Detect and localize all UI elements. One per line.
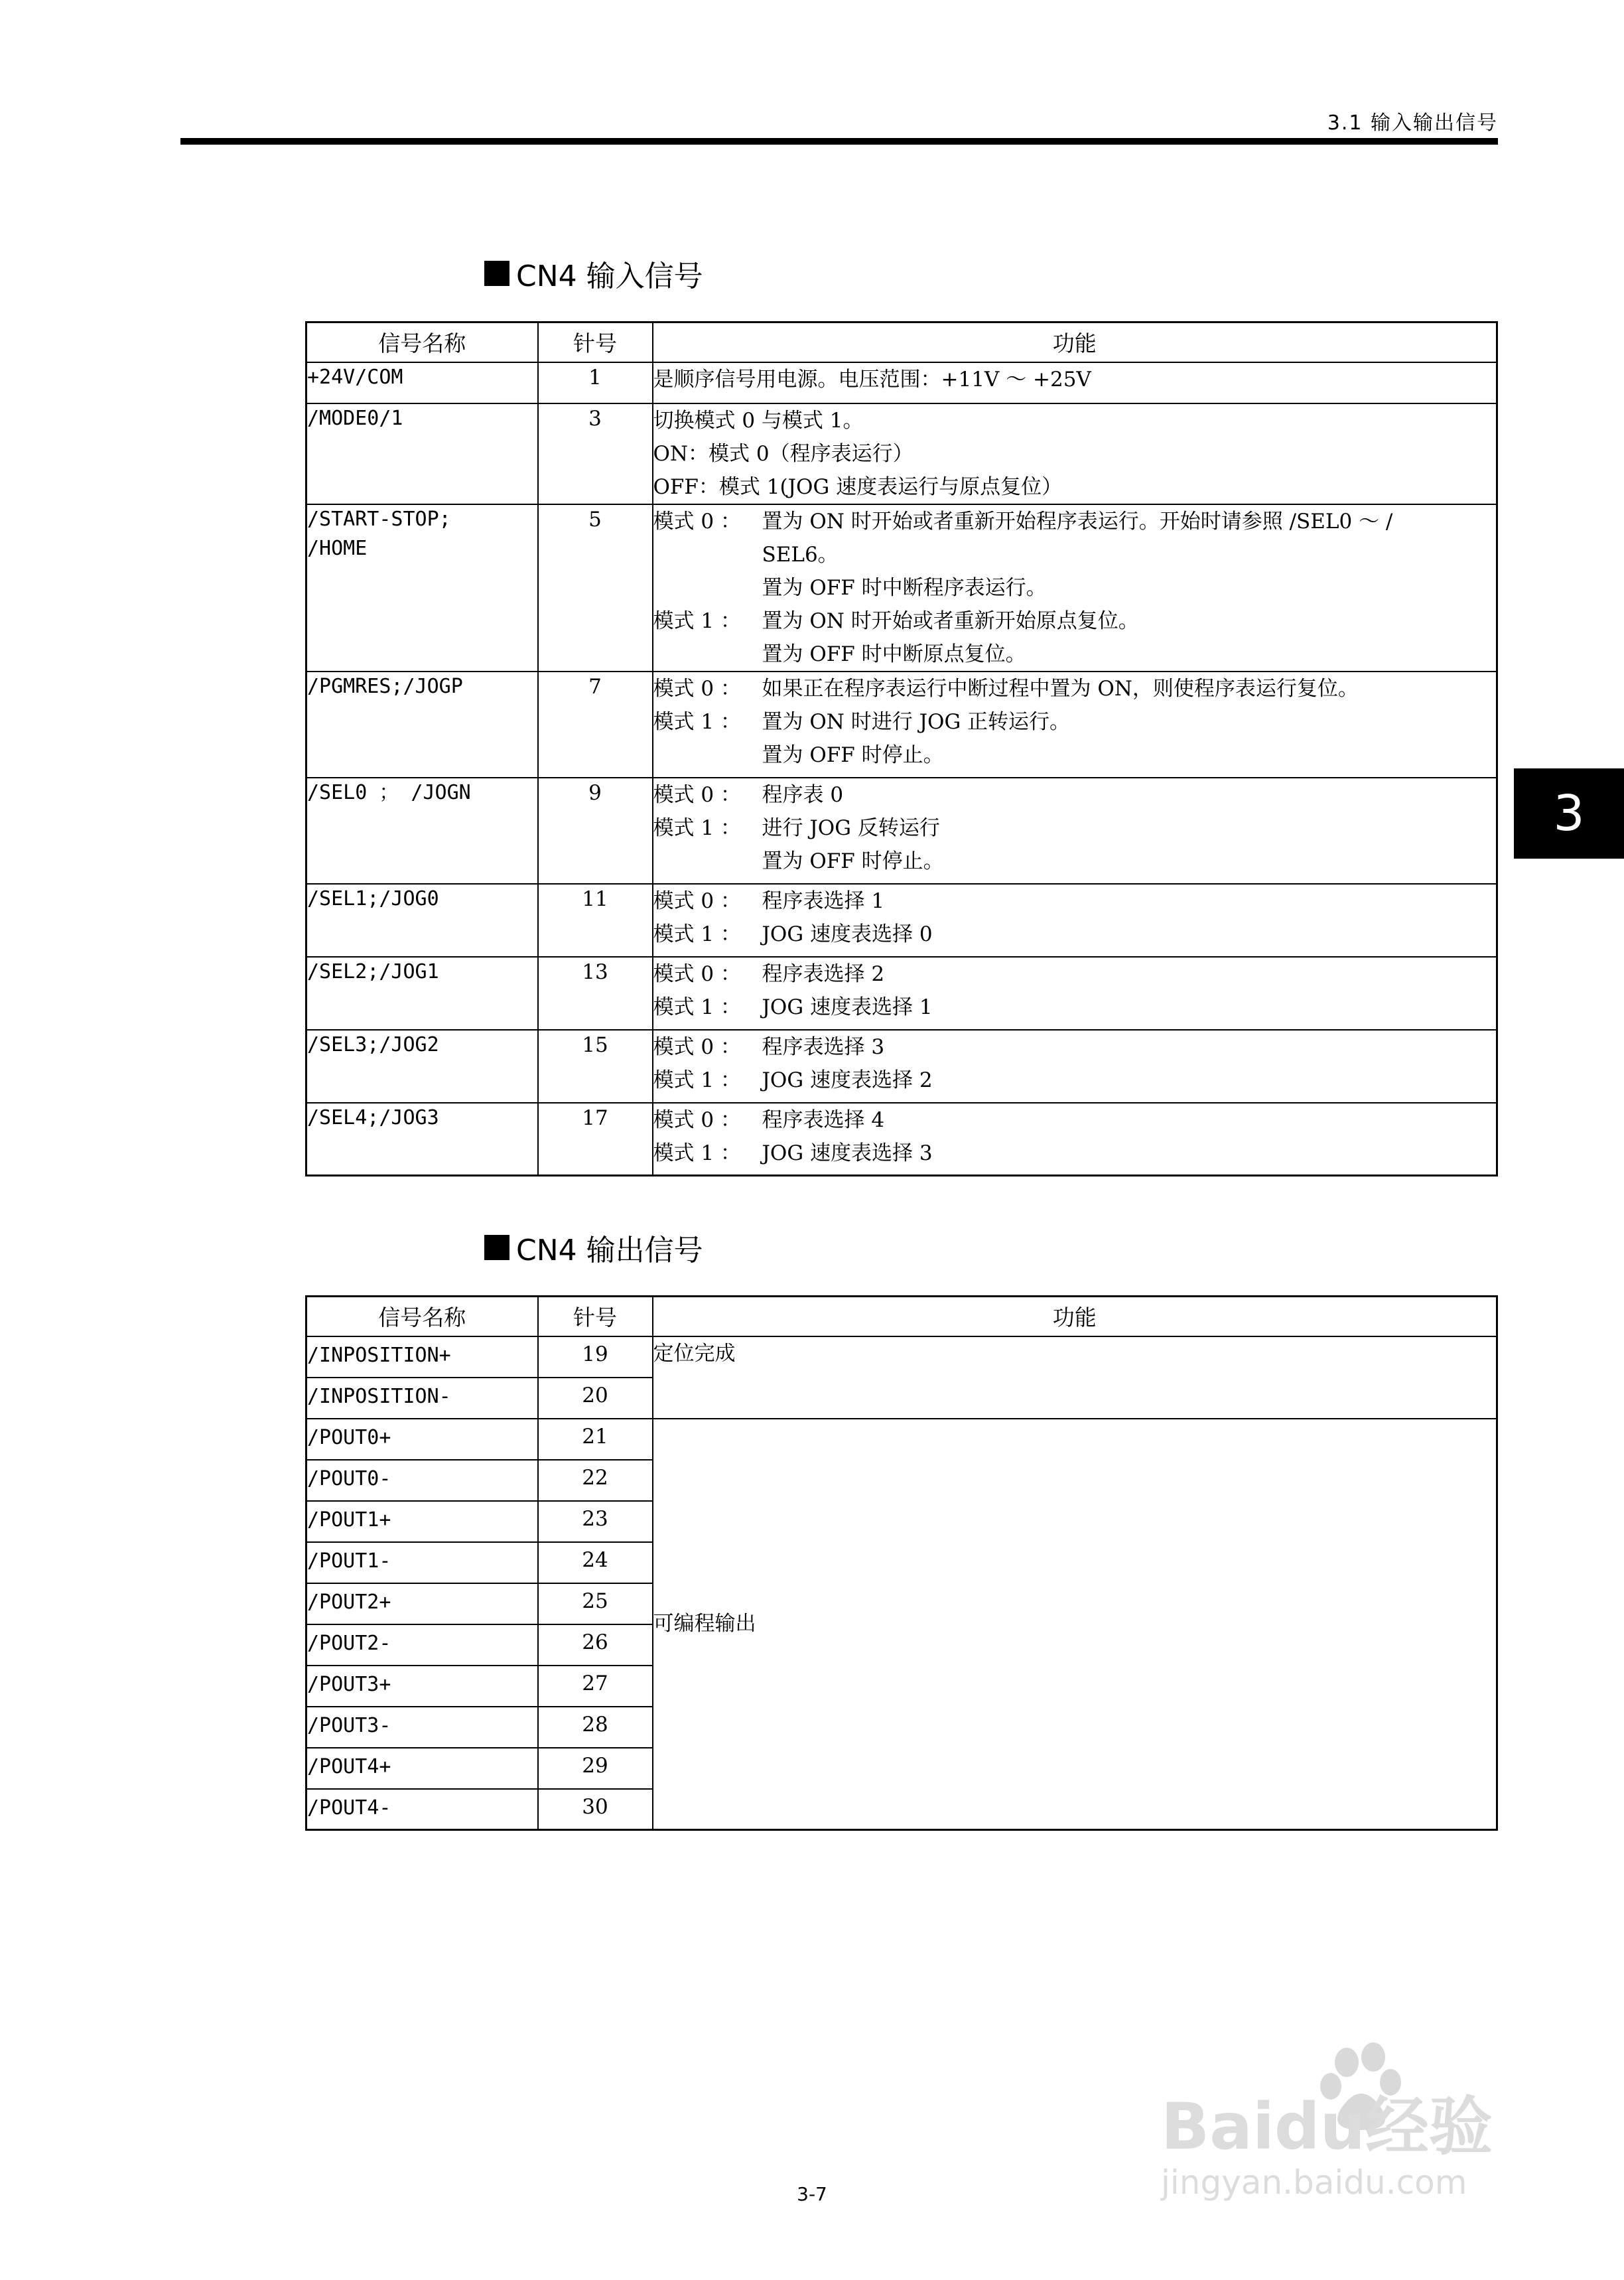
pin-number: 29 — [538, 1748, 653, 1789]
signal-name-cell — [306, 1103, 538, 1176]
function-cell — [653, 778, 1497, 884]
function-text: 置为 ON 时进行 JOG 正转运行。 — [762, 709, 1071, 734]
pin-number: 9 — [538, 778, 653, 884]
table-row — [306, 884, 1497, 957]
function-text: 程序表选择 1 — [762, 889, 885, 913]
function-line — [653, 1104, 1497, 1137]
function-text: 程序表选择 4 — [762, 1107, 885, 1132]
signal-name: /INPOSITION- — [306, 1378, 538, 1419]
table-header-row — [306, 1297, 1497, 1336]
mode-label: 模式 0 ： — [653, 509, 741, 534]
function-text: 置为 OFF 时停止。 — [762, 743, 944, 767]
signal-name-cell — [306, 778, 538, 884]
signal-name-cell — [306, 504, 538, 672]
function-text: 进行 JOG 反转运行 — [762, 816, 940, 840]
signal-name: /INPOSITION+ — [306, 1336, 538, 1378]
signal-name: /MODE0/1 — [307, 406, 403, 430]
output-section-title — [484, 1226, 703, 1269]
mode-label — [653, 638, 762, 671]
pin-number: 15 — [538, 1030, 653, 1103]
header-function: 功能 — [653, 322, 1497, 362]
function-text: JOG 速度表选择 1 — [762, 995, 933, 1019]
function-line — [653, 1031, 1497, 1064]
signal-name-cell — [306, 672, 538, 778]
function-line — [653, 538, 1497, 571]
function-line — [653, 571, 1497, 605]
function-text: JOG 速度表选择 0 — [762, 922, 933, 946]
signal-name-cell — [306, 403, 538, 504]
function-text: JOG 速度表选择 3 — [762, 1141, 933, 1165]
running-header: 3.1 输入输出信号 — [1327, 111, 1498, 135]
mode-label: 模式 0 ： — [653, 676, 741, 701]
function-line — [653, 1137, 1497, 1170]
pin-number: 28 — [538, 1707, 653, 1748]
function-text: 置为 ON 时开始或者重新开始程序表运行。开始时请参照 /SEL0 ～ / — [762, 509, 1393, 534]
signal-name: /POUT4+ — [306, 1748, 538, 1789]
mode-label: 模式 0 ： — [653, 962, 741, 986]
header-pin: 针号 — [538, 1297, 653, 1336]
pin-number: 23 — [538, 1501, 653, 1542]
pin-number: 3 — [538, 403, 653, 504]
mode-label: 模式 1 ： — [653, 1141, 741, 1165]
signal-name: /HOME — [307, 536, 368, 560]
function-line — [653, 958, 1497, 991]
pin-number: 24 — [538, 1542, 653, 1583]
function-cell: 可编程输出 — [653, 1419, 1497, 1830]
mode-label: 模式 0 ： — [653, 889, 741, 913]
mode-label: 模式 1 ： — [653, 995, 741, 1019]
function-text: 置为 OFF 时中断程序表运行。 — [762, 575, 1047, 600]
output-signal-table — [305, 1295, 1498, 1831]
signal-name-cell — [306, 362, 538, 403]
signal-name: /SEL0 ； /JOGN — [307, 780, 471, 804]
signal-name: +24V/COM — [307, 365, 403, 389]
table-row — [306, 1030, 1497, 1103]
mode-label — [653, 538, 762, 571]
page-number: 3-7 — [797, 2183, 827, 2205]
table-row — [306, 672, 1497, 778]
function-text: 置为 ON 时开始或者重新开始原点复位。 — [762, 608, 1139, 633]
function-line — [653, 991, 1497, 1024]
function-line — [653, 705, 1497, 739]
function-cell — [653, 884, 1497, 957]
function-text: OFF：模式 1(JOG 速度表运行与原点复位） — [653, 474, 1063, 499]
function-text: 置为 OFF 时中断原点复位。 — [762, 642, 1026, 666]
function-cell — [653, 504, 1497, 672]
function-cell — [653, 403, 1497, 504]
pin-number: 20 — [538, 1378, 653, 1419]
pin-number: 11 — [538, 884, 653, 957]
function-cell: 定位完成 — [653, 1336, 1497, 1419]
table-row — [306, 778, 1497, 884]
input-signal-table — [305, 321, 1498, 1176]
signal-name: /POUT4- — [306, 1789, 538, 1830]
square-bullet-icon — [484, 1235, 509, 1260]
table-row — [306, 1419, 1497, 1460]
function-text: 程序表选择 3 — [762, 1034, 885, 1059]
header-signal-name: 信号名称 — [306, 322, 538, 362]
pin-number: 5 — [538, 504, 653, 672]
mode-label — [653, 739, 762, 772]
signal-name: /SEL2;/JOG1 — [307, 960, 439, 983]
function-text: JOG 速度表选择 2 — [762, 1068, 933, 1092]
function-line — [653, 778, 1497, 812]
pin-number: 27 — [538, 1666, 653, 1707]
pin-number: 25 — [538, 1583, 653, 1624]
pin-number: 1 — [538, 362, 653, 403]
function-text: 程序表选择 2 — [762, 962, 885, 986]
chapter-tab: 3 — [1514, 768, 1624, 859]
signal-name-cell — [306, 884, 538, 957]
pin-number: 30 — [538, 1789, 653, 1830]
function-line — [653, 845, 1497, 878]
mode-label: 模式 0 ： — [653, 782, 741, 807]
signal-name: /POUT3- — [306, 1707, 538, 1748]
pin-number: 21 — [538, 1419, 653, 1460]
function-line — [653, 470, 1497, 504]
function-line — [653, 918, 1497, 951]
function-line — [653, 638, 1497, 671]
function-cell — [653, 362, 1497, 403]
mode-label: 模式 1 ： — [653, 922, 741, 946]
function-text: 置为 OFF 时停止。 — [762, 849, 944, 873]
signal-name: /PGMRES;/JOGP — [307, 674, 463, 698]
function-line — [653, 437, 1497, 470]
function-line — [653, 363, 1497, 396]
baidu-watermark — [1148, 2031, 1546, 2203]
signal-name: /SEL1;/JOG0 — [307, 887, 439, 910]
function-line — [653, 505, 1497, 538]
signal-name: /START-STOP; — [307, 507, 451, 531]
table-row — [306, 504, 1497, 672]
pin-number: 17 — [538, 1103, 653, 1176]
signal-name: /POUT2- — [306, 1624, 538, 1666]
table-row — [306, 362, 1497, 403]
header-pin: 针号 — [538, 322, 653, 362]
pin-number: 7 — [538, 672, 653, 778]
function-line — [653, 404, 1497, 437]
function-line — [653, 885, 1497, 918]
function-cell — [653, 672, 1497, 778]
signal-name: /SEL4;/JOG3 — [307, 1105, 439, 1129]
input-section-title — [484, 252, 703, 295]
pin-number: 19 — [538, 1336, 653, 1378]
function-text: 切换模式 0 与模式 1。 — [653, 408, 864, 433]
function-line — [653, 605, 1497, 638]
function-line — [653, 1064, 1497, 1097]
mode-label: 模式 1 ： — [653, 1068, 741, 1092]
function-line — [653, 672, 1497, 705]
mode-label: 模式 0 ： — [653, 1107, 741, 1132]
watermark-url: jingyan.baidu.com — [1161, 2163, 1467, 2202]
mode-label: 模式 1 ： — [653, 709, 741, 734]
mode-label: 模式 0 ： — [653, 1034, 741, 1059]
table-row — [306, 1103, 1497, 1176]
function-line — [653, 739, 1497, 772]
function-text: 程序表 0 — [762, 782, 844, 807]
signal-name: /POUT3+ — [306, 1666, 538, 1707]
table-header-row — [306, 322, 1497, 362]
output-section-title-text: CN4 输出信号 — [516, 1234, 703, 1267]
function-line — [653, 812, 1497, 845]
header-signal-name: 信号名称 — [306, 1297, 538, 1336]
table-row — [306, 403, 1497, 504]
signal-name-cell — [306, 1030, 538, 1103]
signal-name-cell — [306, 957, 538, 1030]
signal-name: /POUT1- — [306, 1542, 538, 1583]
function-text: 如果正在程序表运行中断过程中置为 ON，则使程序表运行复位。 — [762, 676, 1359, 701]
watermark-text: Baidu经验 — [1161, 2090, 1493, 2164]
pin-number: 22 — [538, 1460, 653, 1501]
mode-label: 模式 1 ： — [653, 816, 741, 840]
header-function: 功能 — [653, 1297, 1497, 1336]
function-cell — [653, 1103, 1497, 1176]
signal-name: /POUT0+ — [306, 1419, 538, 1460]
function-text: ON：模式 0（程序表运行） — [653, 441, 914, 466]
mode-label: 模式 1 ： — [653, 608, 741, 633]
square-bullet-icon — [484, 261, 509, 286]
function-cell — [653, 1030, 1497, 1103]
signal-name: /POUT0- — [306, 1460, 538, 1501]
header-rule — [180, 138, 1498, 145]
signal-name: /POUT1+ — [306, 1501, 538, 1542]
table-row — [306, 1336, 1497, 1378]
table-row — [306, 957, 1497, 1030]
function-cell — [653, 957, 1497, 1030]
signal-name: /SEL3;/JOG2 — [307, 1033, 439, 1056]
input-section-title-text: CN4 输入信号 — [516, 259, 703, 293]
mode-label — [653, 845, 762, 878]
function-text: SEL6。 — [762, 542, 839, 567]
pin-number: 26 — [538, 1624, 653, 1666]
signal-name: /POUT2+ — [306, 1583, 538, 1624]
pin-number: 13 — [538, 957, 653, 1030]
mode-label — [653, 571, 762, 605]
function-text: 是顺序信号用电源。电压范围：+11V ～ +25V — [653, 367, 1091, 392]
